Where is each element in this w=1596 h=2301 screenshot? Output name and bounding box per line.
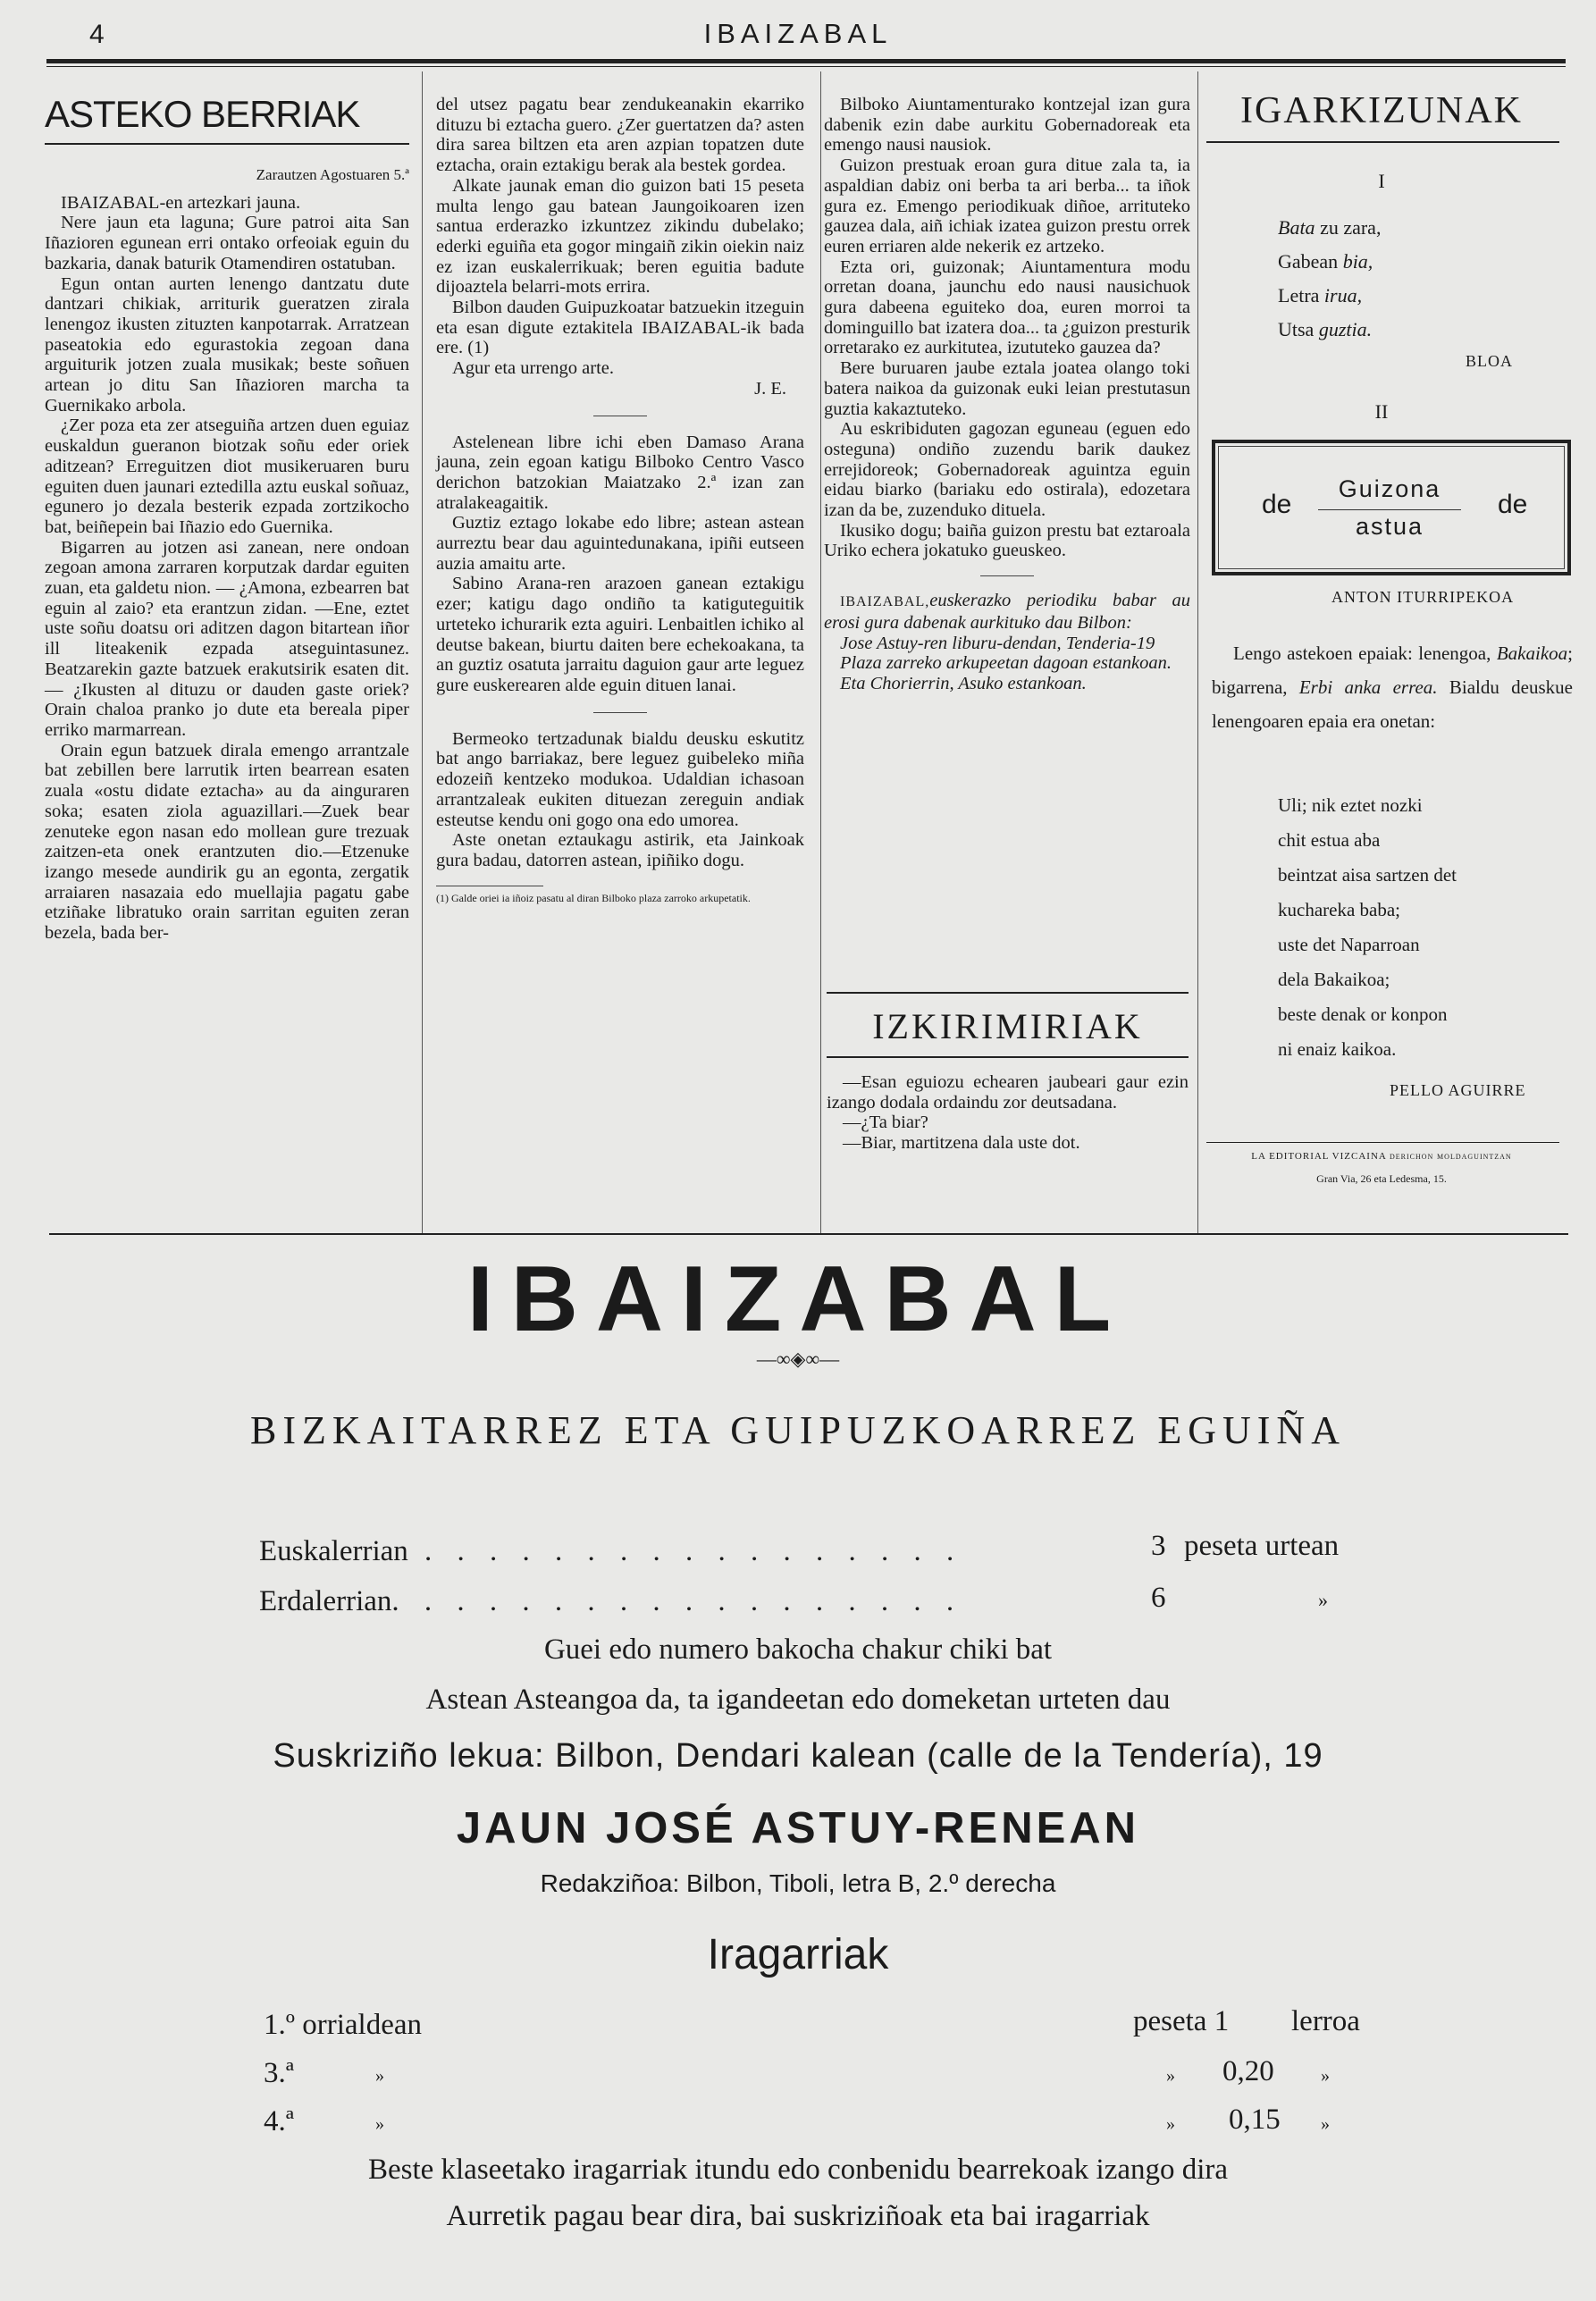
paragraph: Ikusiko dogu; baiña guizon prestu bat eztaroala Uriko echera jokatuko gueuskeo. — [824, 520, 1190, 561]
box-right-word: de — [1498, 490, 1528, 519]
paragraph: Au eskribiduten gagozan eguneau (eguen edo osteguna) ondiño zuzendu barik daukez errejidoreok; Gobernadoreak aguintza eguin eidau biarko (bariaku edo ostirala), edozetara izan da be, zuzenduko dituela. — [824, 419, 1190, 521]
column-1-text — [45, 165, 409, 944]
redaction-address: Redakziñoa: Bilbon, Tiboli, letra B, 2.º derecha — [540, 1869, 1056, 1897]
riddles-title: IGARKIZUNAK — [1240, 90, 1523, 131]
poem-line: ni enaiz kaikoa. — [1278, 1038, 1397, 1060]
riddle-word: irua, — [1323, 284, 1363, 307]
paragraph: Guztiz eztago lokabe edo libre; astean astean aurreztu bear dau aguintedunakana, ipiñi eutseen auzia amaitu arte. — [436, 513, 804, 574]
salutation: IBAIZABAL-en artezkari jauna. — [61, 192, 301, 213]
price-label: Erdalerrian — [259, 1585, 392, 1617]
column-3-text — [824, 95, 1190, 694]
ad-row-price: peseta 1 — [1133, 2005, 1230, 2037]
price-label: Euskalerrian — [259, 1535, 408, 1567]
paragraph: ¿Zer poza eta zer atseguiña artzen duen eguiaz euskaldun gueranon biotzak soñu eder oriek aditzean? Erreguitzen diot musikeruaren buru eguiten duen jaunari eztedilla aztu euskal soñuaz, egunero jo dezala besterik ezpada zortzikocho bat, beiñepein bai Iñazio edo Guernika. — [45, 416, 409, 537]
running-head: IBAIZABAL — [703, 18, 893, 49]
riddle-word: guztia. — [1318, 318, 1373, 340]
ornament: —∞◈∞— — [756, 1348, 840, 1370]
price-row — [259, 1535, 962, 1568]
riddle-text: Gabean — [1278, 250, 1343, 273]
riddle-author: ANTON ITURRIPEKOA — [1331, 588, 1515, 606]
subscription-address: Suskriziño lekua: Bilbon, Dendari kalean (calle de la Tendería), 19 — [273, 1737, 1323, 1775]
ad-row-ditto: » — [1166, 2114, 1175, 2134]
izki-top-rule — [827, 992, 1189, 994]
poem-line: beste denak or konpon — [1278, 1004, 1448, 1025]
paragraph: del utsez pagatu bear zendukeanakin ekarriko dituzu bi eztacha guero. ¿Zer guertatzen da? asten dira sarea biltzen eta aren azpian topatzen dute eztacha, orain eztakigu berak ala bestek gordea. — [436, 95, 804, 176]
notice-text: euskerazko periodiku babar au erosi gura dabenak aurkituko dau Bilbon: — [824, 591, 1190, 633]
printer-rule — [1206, 1142, 1559, 1143]
riddle-number: II — [1374, 400, 1389, 423]
price-unit: peseta urtean — [1184, 1530, 1340, 1562]
paragraph: Bere buruaren jaube eztala joatea olango toki batera naikoa da guizonak euki leian prestutasun guztia kakaztuteko. — [824, 358, 1190, 419]
column-divider — [820, 71, 821, 1233]
paragraph: Bilbon dauden Guipuzkoatar batzuekin itzeguin eta esan digute eztakitela IBAIZABAL-ik bada ere. (1) — [436, 298, 804, 358]
paragraph: Aste onetan eztaukagu astirik, eta Jainkoak gura badau, datorren astean, ipiñiko dogu. — [436, 830, 804, 870]
other-ads-line: Beste klaseetako iragarriak itundu edo conbenidu bearrekoak izango dira — [367, 2154, 1229, 2186]
paragraph: Agur eta urrengo arte. — [452, 358, 614, 379]
poem-line: beintzat aisa sartzen det — [1278, 864, 1457, 886]
column-divider — [422, 71, 423, 1233]
izki-bottom-rule — [827, 1056, 1189, 1058]
price-amount: 3 — [1151, 1530, 1166, 1562]
paragraph: Nere jaun eta laguna; Gure patroi aita San Iñazioren egunean erri ontako orfeoiak eguin du bazkaria, danak baturik Otamendiren ostatuban. — [45, 213, 409, 273]
paragraph: Bigarren au jotzen asi zanean, nere ondoan zegoan amona zarraren korputzak dardar eguiten zuan, eta galdetu nion. — ¿Amona, ezbearren bat eguin al zaio? eta erantzun zidan. —Ene, eztet uste soñu doatsu ori aditzen dagon bitartean iñor ill liteakenik ezpada atseguintasunez. Beatzarekin gazte batzuek erakutsirik esaten dit. — ¿Ikusten al dituzu or dauden gaste oriek? Orain chaloa pranko jo dute eta bereala piper erriko marmarrean. — [45, 537, 409, 740]
poem-author: PELLO AGUIRRE — [1390, 1081, 1526, 1099]
ad-row-ditto: » — [1321, 2114, 1330, 2134]
dialogue-line: —¿Ta biar? — [843, 1113, 928, 1133]
riddle-word: Bata — [1278, 216, 1315, 239]
box-fraction-rule — [1318, 509, 1461, 510]
printer-address: Gran Via, 26 eta Ledesma, 15. — [1316, 1172, 1447, 1185]
section-rule — [45, 143, 409, 145]
notice-line: Eta Chorierrin, Asuko estankoan. — [840, 673, 1087, 693]
paragraph: Ezta ori, guizonak; Aiuntamentura modu orretan doana, jaunchu edo nausi nausichuok gura dabeena eguiteko doa, euren morroi ta dominguillo bat izatera doa... ta ¿guizon presturik orretarako ez aurkitutea, izututeko gauzea da? — [824, 256, 1190, 358]
poem-line: Uli; nik eztet nozki — [1278, 794, 1423, 816]
dialogue-line: —Esan eguiozu echearen jaubeari gaur ezin izango dodala ordaindu zor deutsadana. — [827, 1072, 1189, 1113]
notice-name: IBAIZABAL, — [840, 594, 930, 610]
price-unit: » — [1318, 1589, 1328, 1611]
price-leader: . . . . . . . . . . . . . . . . . . — [391, 1585, 963, 1617]
box-top-word: Guizona — [1338, 475, 1441, 502]
answer-word: Erbi anka errea. — [1298, 676, 1438, 698]
answer-part: Lengo astekoen epaiak: lenengoa, — [1233, 642, 1497, 664]
footer-subtitle: BIZKAITARREZ ETA GUIPUZKOARREZ EGUIÑA — [250, 1408, 1346, 1452]
riddle-text: Utsa — [1278, 318, 1319, 340]
poem — [1278, 788, 1457, 1067]
ad-row-label: 4.ª — [264, 2105, 294, 2137]
page-number: 4 — [89, 20, 105, 49]
riddle-number: I — [1378, 170, 1385, 192]
publisher-name: JAUN JOSÉ ASTUY-RENEAN — [456, 1804, 1140, 1852]
paragraph: Egun ontan aurten lenengo dantzatu dute dantzari chikiak, arriturik gueratzen zirala lenengoz ikusten zituzten kanpotarrak. Arratzean paseatokia edo egurastokia zegoan dana arguiturik jotzen zuala musikak; beste soñuen artean jo ditu San Iñazioren marcha ta Guernikako arbola. — [45, 273, 409, 416]
distribution-notice — [824, 591, 1190, 633]
poem-line: kuchareka baba; — [1278, 899, 1401, 920]
riddle-word: bia, — [1342, 250, 1373, 273]
notice-line: Jose Astuy-ren liburu-dendan, Tenderia-19 — [840, 633, 1155, 653]
paragraph: Alkate jaunak eman dio guizon bati 15 peseta multa lengo gau batean Jaungoikoaren izen santua erderazko izkuntzez zikindu dubelako; ederki eguiña eta gogor mingaiñ zikin oiekin naiz ez izan euskalerrikuak; beren eguitia badute dijoaztela belarri-mots errira. — [436, 175, 804, 298]
notice-line: Plaza zarreko arkupeetan dagoan estankoan. — [840, 653, 1172, 674]
ad-row-ditto: » — [375, 2114, 384, 2134]
riddle-text: Letra — [1278, 284, 1324, 307]
ad-row-price: 0,20 — [1222, 2055, 1274, 2087]
ad-row-label: 3.ª — [264, 2057, 294, 2089]
answer-part: Bialdu deuskue lenengoaren epaia era onetan: — [1212, 676, 1573, 732]
paragraph: Astelenean libre ichi eben Damaso Arana jauna, zein egoan katigu Bilboko Centro Vasco derichon batzokian Maiatzako 2.ª izan zan atralakeagaitik. — [436, 432, 804, 513]
footer-rule — [49, 1233, 1568, 1235]
publication-days-line: Astean Asteangoa da, ta igandeetan edo domeketan urteten dau — [425, 1684, 1171, 1716]
column-2-text — [436, 95, 804, 905]
price-row — [259, 1585, 962, 1618]
section-title: ASTEKO BERRIAK — [45, 93, 360, 135]
paragraph: Sabino Arana-ren arazoen ganean eztakigu ezer; katigu dago ondiño ta katiguteguitik urteteko ichurarik ezta aguiri. Lenbaitlen ichiko al deutse bakean, biurtu daiten bere echekoakana, ta an guztiz osatuta jarraitu daguion gaur arte leguez gure euskerearen alde eguin dituen lanai. — [436, 574, 804, 695]
answer-text — [1212, 636, 1573, 738]
price-amount: 6 — [1151, 1582, 1166, 1614]
footnote: (1) Galde oriei ia iñoiz pasatu al diran Bilboko plaza zarroko arkupetatik. — [436, 891, 751, 904]
ads-title: Iragarriak — [707, 1931, 889, 1978]
poem-line: uste det Naparroan — [1278, 934, 1420, 955]
ad-row-label: 1.º orrialdean — [264, 2009, 422, 2041]
paragraph: Orain egun batzuek dirala emengo arrantzale bat zebillen bere larrutik irten bearrean esaten zuala «ostu didate eztacha» au da ainguraren soka; esaten ziola aguazillari.—Zuek bear zenuteke egon nasan edo mollean gure trezuak zaitzen-eta onek erantzuten dio.—Etzenuke izango mesede aundirik gu an egonta, zergatik arraiaren nasazaia edo muellajia pagatu gabe etziñake libratuko orain sarritan eguiten zeran bezela, bada ber- — [45, 740, 409, 944]
single-issue-line: Guei edo numero bakocha chakur chiki bat — [543, 1633, 1053, 1666]
paragraph: Bilboko Aiuntamenturako kontzejal izan gura dabenik ezin dabe aurkitu Gobernadoreak eta emengo nausi nausiok. — [824, 95, 1190, 155]
printer-line: LA EDITORIAL VIZCAINA derichon moldaguintzan — [1251, 1151, 1512, 1162]
separator — [593, 712, 647, 713]
izki-title: IZKIRIMIRIAK — [872, 1006, 1143, 1046]
column-divider — [1197, 71, 1198, 1233]
dialogue-line: —Biar, martitzena dala uste dot. — [843, 1133, 1080, 1154]
poem-line: chit estua aba — [1278, 829, 1381, 851]
riddle-box — [1212, 440, 1571, 575]
riddle-1 — [1278, 211, 1381, 347]
paragraph: Guizon prestuak eroan gura ditue zala ta, ia aspaldian dabiz oni berba ta ari berba... ta iñok gura ez. Emengo periodikuak diñoe, arrituteko gauzea dala, aiñ ichiak izatea guizon prestu orrek euren erriaren alde nekerik ez artzeko. — [824, 155, 1190, 256]
izki-text — [827, 1072, 1189, 1154]
riddle-author: BLOA — [1466, 352, 1513, 370]
separator — [980, 575, 1034, 576]
header-rule-thin — [46, 66, 1566, 67]
riddles-rule — [1206, 141, 1559, 143]
poem-line: dela Bakaikoa; — [1278, 969, 1390, 990]
dateline: Zarautzen Agostuaren 5.ª — [256, 166, 409, 183]
ad-row-ditto: » — [375, 2066, 384, 2086]
riddle-text: zu zara, — [1315, 216, 1382, 239]
signature: J. E. — [754, 378, 786, 399]
ad-row-ditto: » — [1321, 2066, 1330, 2086]
ad-row-price: 0,15 — [1229, 2104, 1281, 2136]
box-left-word: de — [1262, 490, 1292, 519]
answer-part: ; bigarrena, — [1212, 642, 1573, 698]
box-bottom-word: astua — [1355, 513, 1424, 540]
ad-row-unit: lerroa — [1291, 2005, 1360, 2037]
header-rule — [46, 59, 1566, 63]
footer-masthead: IBAIZABAL — [466, 1247, 1130, 1351]
ad-row-ditto: » — [1166, 2066, 1175, 2086]
prepayment-line: Aurretik pagau bear dira, bai suskriziñoak eta bai iragarriak — [446, 2200, 1150, 2232]
price-leader: . . . . . . . . . . . . . . . . . — [407, 1535, 963, 1567]
answer-word: Bakaikoa — [1496, 642, 1568, 664]
paragraph: Bermeoko tertzadunak bialdu deusku eskutitz bat ango barriakaz, bere leguez guibeleko miña edozeiñ kentzeko modukoa. Udaldian ichasoan arrantzaleak eukiten dituezan zereguin andiak esteutse kendu oni gogo ona edo umorea. — [436, 728, 804, 830]
